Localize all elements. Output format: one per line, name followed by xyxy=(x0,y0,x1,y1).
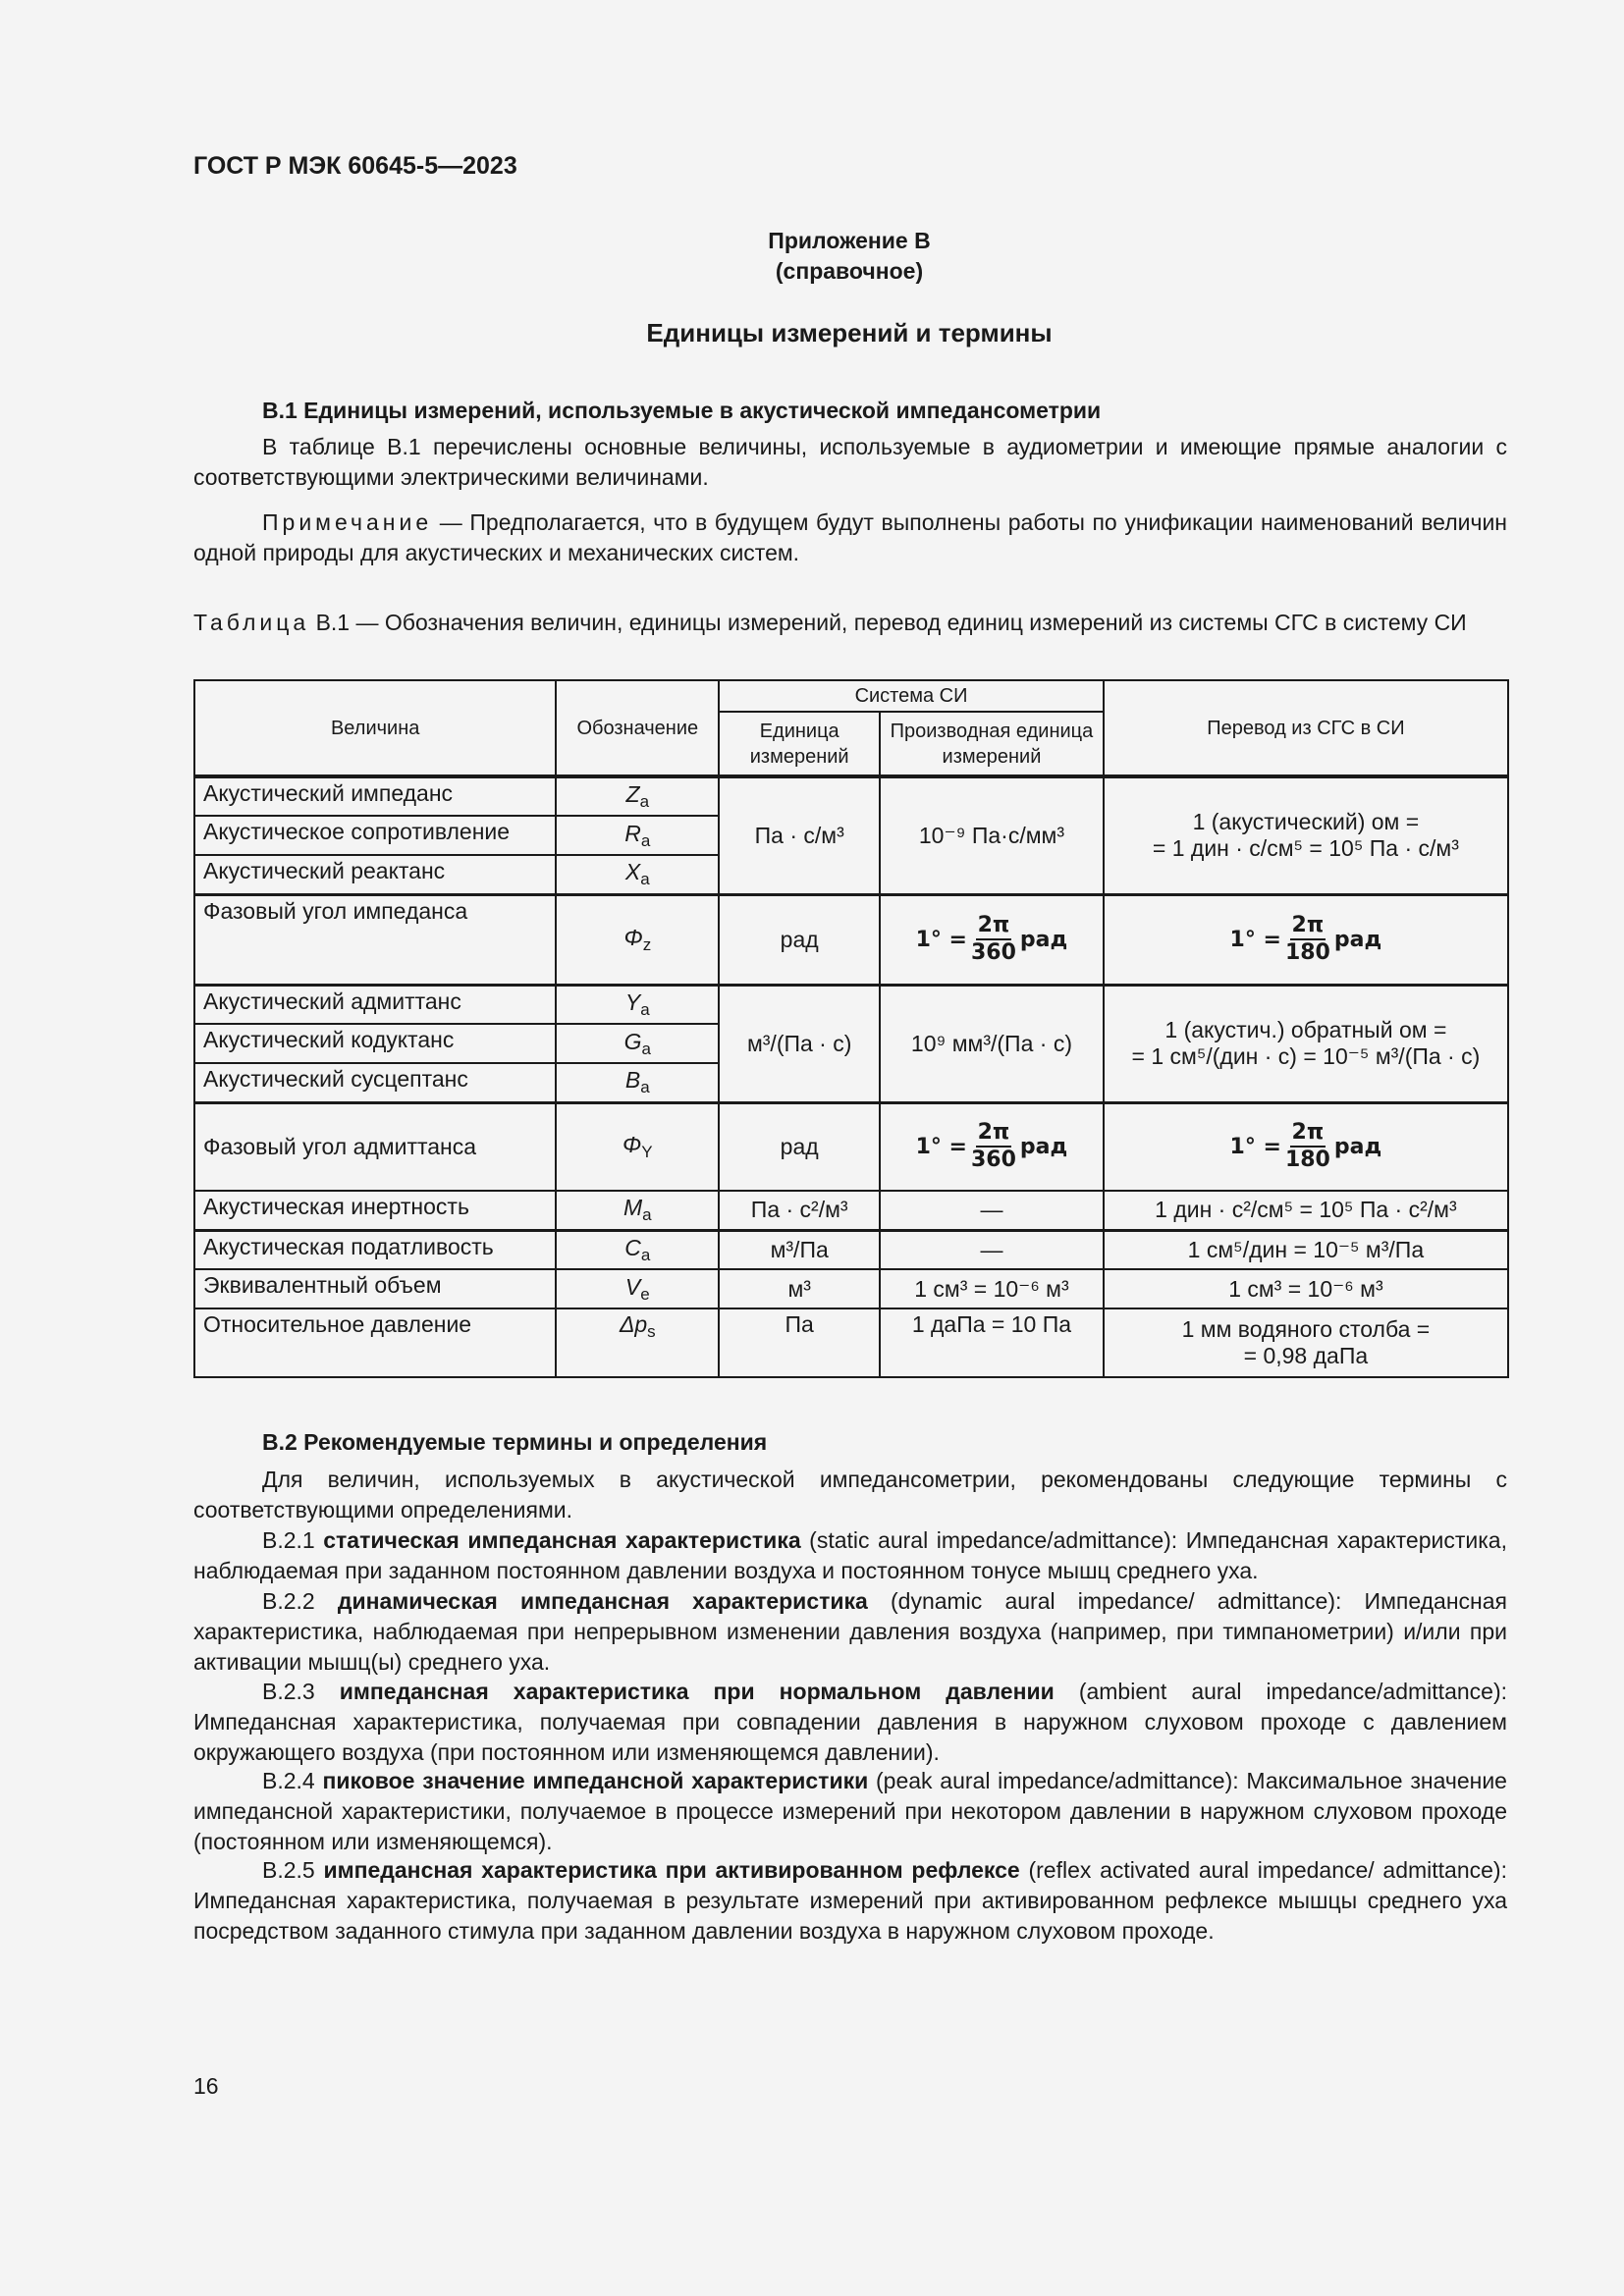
term-definition: (reflex activated aural impedance/ admittance): Импедансная характеристика, получаемая в результате измерений при активированном рефлексе мышцы среднего уха посредством заданного стимула при заданном давлении воздуха в наружном слуховом проходе. xyxy=(193,1857,1507,1944)
row-unit: м³/Па xyxy=(719,1230,880,1269)
row-symbol xyxy=(556,1269,719,1308)
fraction-left: 1° = xyxy=(1229,1134,1281,1159)
row-quantity: Акустическое сопротивление xyxy=(194,816,556,855)
header-symbol: Обозначение xyxy=(556,680,719,776)
row-symbol xyxy=(556,1308,719,1377)
fraction-denominator: 360 xyxy=(970,1148,1016,1173)
symbol-sub: s xyxy=(647,1322,656,1341)
row-unit: Па xyxy=(719,1308,880,1377)
group1-conversion-line2: = 1 дин · с/см⁵ = 10⁵ Па · с/м³ xyxy=(1152,835,1459,862)
symbol-main: Y xyxy=(624,988,641,1015)
row-derived: — xyxy=(880,1191,1104,1230)
section-b2-intro: Для величин, используемых в акустической импедансометрии, рекомендованы следующие термины с соответствующими определениями. xyxy=(193,1467,1507,1522)
term-number: В.2.1 xyxy=(262,1527,324,1553)
symbol-main: Z xyxy=(625,781,640,807)
term-definition: (static aural impedance/admittance): Импедансная характеристика, наблюдаемая при заданном постоянном давлении воздуха и постоянном тонусе мышц среднего уха. xyxy=(193,1527,1507,1583)
header-si-system: Система СИ xyxy=(719,680,1104,712)
note-text: — Предполагается, что в будущем будут выполнены работы по унификации наименований величин одной природы для акустических и механических систем. xyxy=(193,509,1507,565)
term-name: пиковое значение импедансной характеристики xyxy=(322,1768,869,1793)
row-symbol xyxy=(556,1191,719,1230)
symbol-main: V xyxy=(624,1273,641,1300)
fraction-unit: рад xyxy=(1019,927,1068,952)
symbol-sub: a xyxy=(640,870,650,889)
term-name: динамическая импедансная характеристика xyxy=(337,1588,868,1614)
row-quantity: Эквивалентный объем xyxy=(194,1269,556,1308)
row-symbol xyxy=(556,1024,719,1063)
row-conversion-line1: 1 мм водяного столба = xyxy=(1181,1316,1431,1342)
fraction-left: 1° = xyxy=(1229,927,1281,952)
note xyxy=(193,507,1507,568)
page-number: 16 xyxy=(193,2073,219,2099)
term-item xyxy=(193,1586,1507,1678)
fraction-denominator: 360 xyxy=(970,940,1016,965)
row-conversion xyxy=(1104,894,1508,985)
term-number: В.2.3 xyxy=(262,1679,340,1704)
fraction-unit: рад xyxy=(1333,1134,1382,1159)
section-b2-heading: В.2 Рекомендуемые термины и определения xyxy=(262,1429,768,1455)
table-row xyxy=(194,1308,1508,1377)
fraction-formula xyxy=(916,1120,1068,1173)
row-conversion: 1 см⁵/дин = 10⁻⁵ м³/Па xyxy=(1104,1230,1508,1269)
row-quantity: Акустический импеданс xyxy=(194,776,556,816)
row-conversion: 1 см³ = 10⁻⁶ м³ xyxy=(1104,1269,1508,1308)
term-definition: (dynamic aural impedance/ admittance): Импедансная характеристика, наблюдаемая при непрерывном изменении давления воздуха (например, при тимпанометрии) и/или при активации мышц(ы) среднего уха. xyxy=(193,1588,1507,1675)
table-row xyxy=(194,1269,1508,1308)
fraction-unit: рад xyxy=(1019,1134,1068,1159)
fraction-formula xyxy=(1230,1120,1382,1173)
fraction-denominator: 180 xyxy=(1284,1148,1330,1173)
term-item xyxy=(193,1855,1507,1947)
row-conversion-line2: = 0,98 даПа xyxy=(1243,1343,1369,1368)
term-number: В.2.4 xyxy=(262,1768,323,1793)
table-caption-label: Таблица xyxy=(193,610,310,635)
table-row xyxy=(194,894,1508,985)
group2-conversion xyxy=(1104,985,1508,1102)
symbol-sub: z xyxy=(642,934,652,954)
appendix-type: (справочное) xyxy=(775,258,924,284)
row-quantity: Относительное давление xyxy=(194,1308,556,1377)
row-symbol xyxy=(556,985,719,1024)
row-conversion xyxy=(1104,1102,1508,1191)
symbol-sub: a xyxy=(639,792,650,811)
row-quantity: Акустический реактанс xyxy=(194,855,556,894)
standard-code: ГОСТ Р МЭК 60645-5—2023 xyxy=(193,152,517,180)
table-row xyxy=(194,985,1508,1024)
symbol-main: X xyxy=(624,859,641,885)
fraction-numerator: 2π xyxy=(976,1120,1012,1148)
appendix-label: Приложение B xyxy=(768,228,931,253)
row-symbol xyxy=(556,1063,719,1102)
term-number: В.2.5 xyxy=(262,1857,324,1883)
row-unit: рад xyxy=(719,1102,880,1191)
term-item xyxy=(193,1525,1507,1586)
group1-unit: Па · с/м³ xyxy=(719,776,880,894)
row-symbol xyxy=(556,855,719,894)
row-quantity: Акустическая инертность xyxy=(194,1191,556,1230)
symbol-main: G xyxy=(623,1028,642,1054)
row-conversion xyxy=(1104,1308,1508,1377)
row-quantity: Акустический адмиттанс xyxy=(194,985,556,1024)
group1-conversion-line1: 1 (акустический) ом = xyxy=(1192,809,1420,835)
term-name: статическая импедансная характеристика xyxy=(323,1527,801,1553)
header-quantity: Величина xyxy=(194,680,556,776)
group2-conversion-line2: = 1 см⁵/(дин · с) = 10⁻⁵ м³/(Па · с) xyxy=(1131,1043,1481,1069)
table-row xyxy=(194,776,1508,816)
fraction-denominator: 180 xyxy=(1284,940,1330,965)
fraction-left: 1° = xyxy=(915,1134,967,1159)
row-quantity: Акустический сусцептанс xyxy=(194,1063,556,1102)
symbol-main: Φ xyxy=(623,1131,642,1157)
row-derived: 1 даПа = 10 Па xyxy=(880,1308,1104,1377)
table-caption-text: В.1 — Обозначения величин, единицы измерений, перевод единиц измерений из системы СГС в систему СИ xyxy=(309,610,1467,635)
symbol-sub: e xyxy=(640,1284,650,1304)
section-b1-text: В таблице В.1 перечислены основные величины, используемые в аудиометрии и имеющие прямые аналогии с соответствующими электрическими величинами. xyxy=(193,434,1507,490)
group2-derived: 10⁹ мм³/(Па · с) xyxy=(880,985,1104,1102)
header-unit: Единица измерений xyxy=(719,712,880,776)
symbol-main: R xyxy=(624,820,641,846)
term-name: импедансная характеристика при активированном рефлексе xyxy=(323,1857,1020,1883)
row-conversion: 1 дин · с²/см⁵ = 10⁵ Па · с²/м³ xyxy=(1104,1191,1508,1230)
row-derived xyxy=(880,894,1104,985)
row-quantity: Акустический кодуктанс xyxy=(194,1024,556,1063)
fraction-numerator: 2π xyxy=(976,913,1012,940)
table-row xyxy=(194,1230,1508,1269)
fraction-unit: рад xyxy=(1333,927,1382,952)
symbol-main: C xyxy=(624,1234,641,1260)
row-derived: 1 см³ = 10⁻⁶ м³ xyxy=(880,1269,1104,1308)
symbol-sub: a xyxy=(642,1205,652,1225)
symbol-sub: Y xyxy=(641,1142,653,1161)
row-derived: — xyxy=(880,1230,1104,1269)
table-caption xyxy=(193,608,1507,638)
section-b1-heading: В.1 Единицы измерений, используемые в акустической импедансометрии xyxy=(262,398,1102,423)
term-definition: (peak aural impedance/admittance): Максимальное значение импедансной характеристики, получаемое в процессе измерений при некотором давлении в наружном слуховом проходе (постоянном или изменяющемся). xyxy=(193,1768,1507,1854)
header-derived-unit: Производная единица измерений xyxy=(880,712,1104,776)
row-symbol xyxy=(556,1230,719,1269)
symbol-sub: a xyxy=(640,1245,651,1264)
term-item xyxy=(193,1677,1507,1768)
group2-conversion-line1: 1 (акустич.) обратный ом = xyxy=(1164,1017,1447,1042)
fraction-numerator: 2π xyxy=(1290,913,1326,940)
row-symbol xyxy=(556,1102,719,1191)
term-definition: (ambient aural impedance/admittance): Импедансная характеристика, получаемая при совпадении давления в наружном слуховом проходе с давлением окружающего воздуха (при постоянном или изменяющемся давлении). xyxy=(193,1679,1507,1765)
fraction-formula xyxy=(916,913,1068,966)
group2-unit: м³/(Па · с) xyxy=(719,985,880,1102)
fraction-formula xyxy=(1230,913,1382,966)
fraction-left: 1° = xyxy=(915,927,967,952)
term-item xyxy=(193,1766,1507,1857)
row-unit: рад xyxy=(719,894,880,985)
symbol-main: Φ xyxy=(623,924,643,950)
table-row xyxy=(194,1102,1508,1191)
term-number: В.2.2 xyxy=(262,1588,338,1614)
symbol-main: M xyxy=(623,1195,643,1221)
row-derived xyxy=(880,1102,1104,1191)
fraction-numerator: 2π xyxy=(1290,1120,1326,1148)
row-symbol xyxy=(556,894,719,985)
term-name: импедансная характеристика при нормальном давлении xyxy=(339,1679,1055,1704)
group1-conversion xyxy=(1104,776,1508,894)
table-row xyxy=(194,1191,1508,1230)
group1-derived: 10⁻⁹ Па·с/мм³ xyxy=(880,776,1104,894)
symbol-sub: a xyxy=(641,1039,651,1058)
row-quantity: Акустическая податливость xyxy=(194,1230,556,1269)
symbol-sub: a xyxy=(640,1078,650,1097)
appendix-title: Единицы измерений и термины xyxy=(646,318,1053,347)
note-label: Примечание xyxy=(262,509,433,535)
row-unit: Па · с²/м³ xyxy=(719,1191,880,1230)
row-symbol xyxy=(556,776,719,816)
symbol-sub: a xyxy=(640,830,651,850)
row-quantity: Фазовый угол адмиттанса xyxy=(194,1102,556,1191)
row-quantity: Фазовый угол импеданса xyxy=(194,894,556,985)
units-table xyxy=(193,679,1509,1378)
row-unit: м³ xyxy=(719,1269,880,1308)
header-conversion: Перевод из СГС в СИ xyxy=(1104,680,1508,776)
symbol-main: Δp xyxy=(619,1311,648,1337)
symbol-main: B xyxy=(624,1067,641,1094)
row-symbol xyxy=(556,816,719,855)
symbol-sub: a xyxy=(640,999,650,1019)
